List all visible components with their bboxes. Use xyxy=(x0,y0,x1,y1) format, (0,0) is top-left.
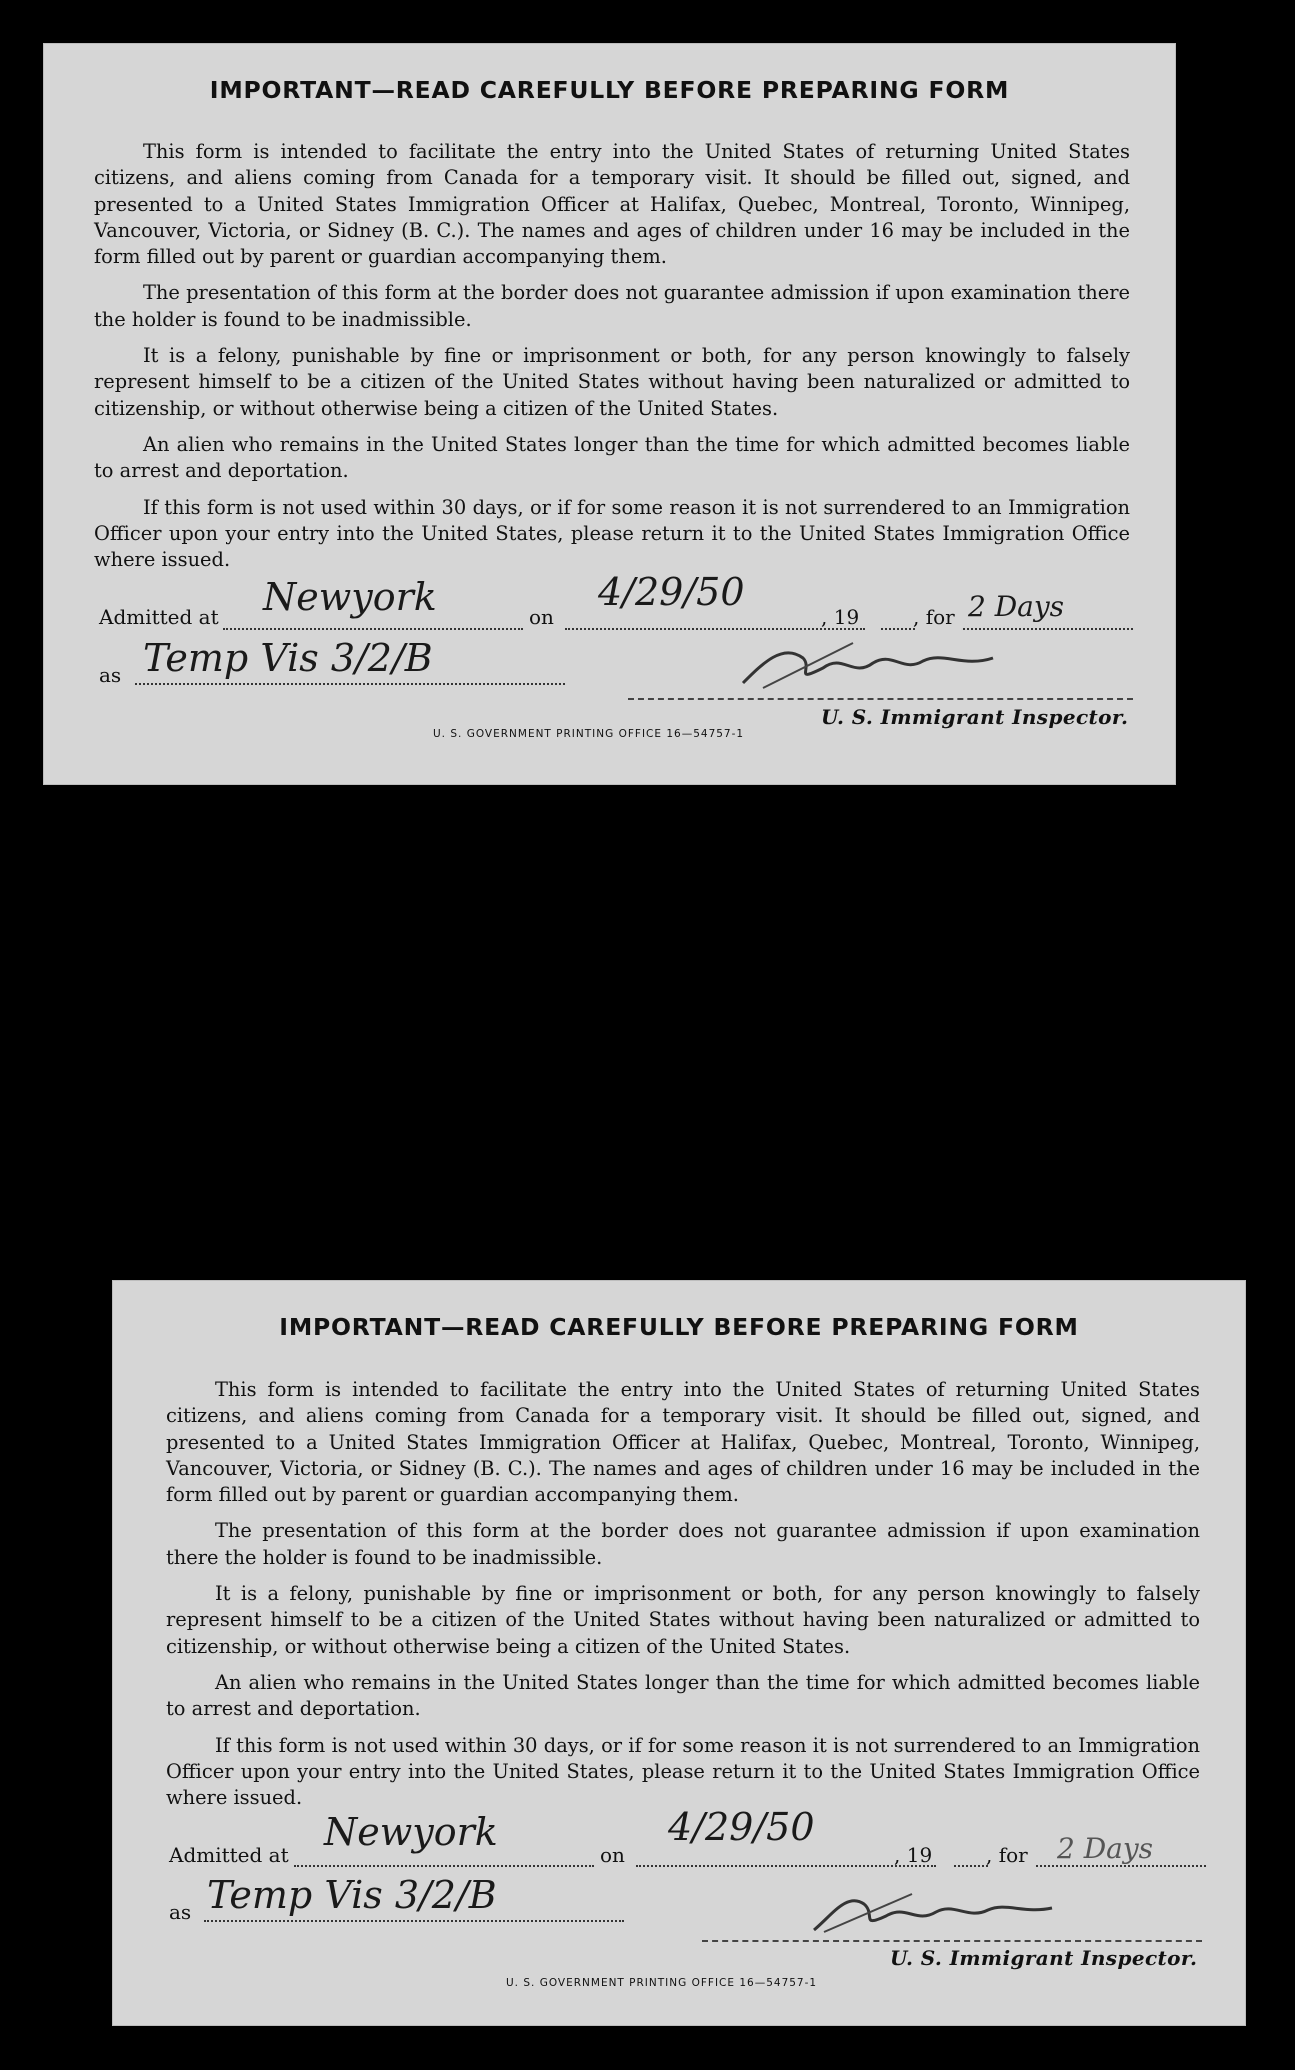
admitted-at-label: Admitted at xyxy=(99,605,219,629)
handwritten-duration: 2 Days xyxy=(968,590,1065,623)
inspector-signature-scribble xyxy=(802,1870,1142,1950)
handwritten-place: Newyork xyxy=(263,575,437,619)
printing-office-footer: U. S. GOVERNMENT PRINTING OFFICE 16—54757-1 xyxy=(506,1977,818,1989)
paragraph-felony: It is a felony, punishable by fine or imprisonment or both, for any person knowingly to falsely represent himself to be a citizen of the United States without having been naturalized or admitted to citizenship, or without otherwise being a citizen of the United States. xyxy=(166,1582,1200,1658)
paragraph-purpose: This form is intended to facilitate the entry into the United States of returning United States citizens, and aliens coming from Canada for a temporary visit. It should be filled out, signed, and presented to a United States Immigration Officer at Halifax, Quebec, Montreal, Toronto, Winnipeg, Vancouver, Victoria, or Sidney (B. C.). The names and ages of children under 16 may be included in the form filled out by parent or guardian accompanying them. xyxy=(166,1378,1200,1507)
printing-office-footer: U. S. GOVERNMENT PRINTING OFFICE 16—54757-1 xyxy=(433,728,745,740)
as-label: as xyxy=(169,1900,192,1924)
for-label: , for xyxy=(986,1843,1028,1867)
year-label: , 19 xyxy=(821,605,860,629)
for-label: , for xyxy=(913,605,955,629)
paragraph-alien: An alien who remains in the United States longer than the time for which admitted becomes liable to arrest and deportation. xyxy=(166,1670,1200,1721)
status-line xyxy=(204,1920,624,1922)
card-heading: IMPORTANT—READ CAREFULLY BEFORE PREPARING FORM xyxy=(209,76,1010,104)
paragraph-presentation: The presentation of this form at the border does not guarantee admission if upon examination there the holder is found to be inadmissible. xyxy=(166,1519,1200,1569)
handwritten-place: Newyork xyxy=(324,1810,498,1854)
handwritten-date: 4/29/50 xyxy=(668,1805,815,1849)
as-label: as xyxy=(99,663,122,687)
card-body xyxy=(94,139,1130,583)
year-line xyxy=(954,1865,988,1867)
paragraph-purpose: This form is intended to facilitate the entry into the United States of returning United States citizens, and aliens coming from Canada for a temporary visit. It should be filled out, signed, and presented to a United States Immigration Officer at Halifax, Quebec, Montreal, Toronto, Winnipeg, Vancouver, Victoria, or Sidney (B. C.). The names and ages of children under 16 may be included in the form filled out by parent or guardian accompanying them. xyxy=(94,140,1130,269)
admitted-at-label: Admitted at xyxy=(169,1843,289,1867)
inspector-label: U. S. Immigrant Inspector. xyxy=(821,705,1129,729)
date-line xyxy=(636,1865,936,1867)
year-label: , 19 xyxy=(894,1843,933,1867)
inspector-label: U. S. Immigrant Inspector. xyxy=(890,1946,1198,1970)
card-body xyxy=(166,1377,1200,1821)
signature-line xyxy=(702,1940,1202,1942)
admission-card-top xyxy=(43,43,1176,785)
card-heading: IMPORTANT—READ CAREFULLY BEFORE PREPARING FORM xyxy=(279,1313,1079,1341)
handwritten-status: Temp Vis 3/2/B xyxy=(207,1873,497,1917)
paragraph-presentation: The presentation of this form at the border does not guarantee admission if upon examination there the holder is found to be inadmissible. xyxy=(94,281,1130,331)
paragraph-felony: It is a felony, punishable by fine or imprisonment or both, for any person knowingly to falsely represent himself to be a citizen of the United States without having been naturalized or admitted to citizenship, or without otherwise being a citizen of the United States. xyxy=(94,344,1130,420)
paragraph-return: If this form is not used within 30 days, or if for some reason it is not surrendered to an Immigration Officer upon your entry into the United States, please return it to the United States Immigration Office where issued. xyxy=(166,1733,1200,1810)
on-label: on xyxy=(529,605,554,629)
handwritten-duration: 2 Days xyxy=(1057,1832,1154,1865)
on-label: on xyxy=(600,1843,625,1867)
handwritten-status: Temp Vis 3/2/B xyxy=(143,636,433,680)
paragraph-return: If this form is not used within 30 days, or if for some reason it is not surrendered to an Immigration Officer upon your entry into the United States, please return it to the United States Immigration Office where issued. xyxy=(94,495,1130,572)
handwritten-date: 4/29/50 xyxy=(598,570,745,614)
admission-card-bottom xyxy=(112,1280,1246,2026)
inspector-signature-scribble xyxy=(733,623,1073,703)
signature-line xyxy=(628,698,1133,700)
status-line xyxy=(135,683,565,685)
paragraph-alien: An alien who remains in the United States longer than the time for which admitted becomes liable to arrest and deportation. xyxy=(94,432,1130,483)
place-line xyxy=(294,1865,594,1867)
place-line xyxy=(223,628,523,630)
